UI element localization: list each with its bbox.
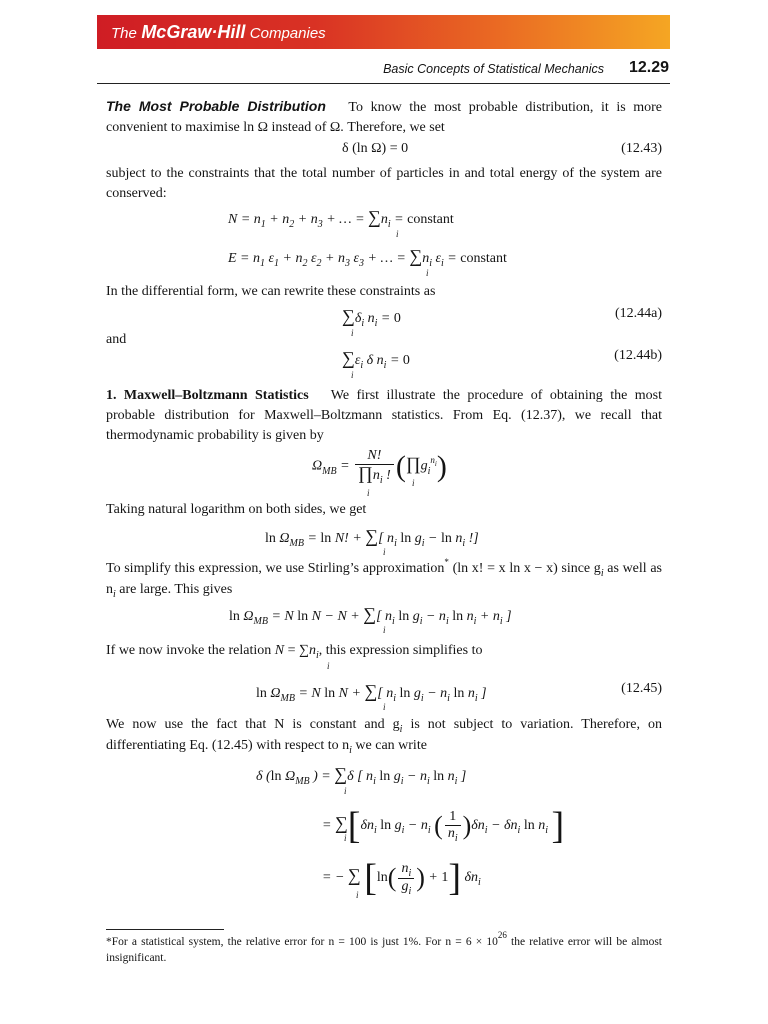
paragraph-invoke-relation: If we now invoke the relation $N = \sum n_i$, this expression simplifies to [106, 643, 483, 661]
equation-delta-ln-omega-line3: = − ∑ [ln( $\frac{n_i}{g_i}$ ) + 1] $\delta n_i$ [322, 857, 481, 899]
equation-number: (12.45) [621, 681, 662, 696]
paragraph-maxwell-boltzmann: 1. Maxwell–Boltzmann Statistics We first illustrate the procedure of obtaining the most probable distribution for Maxwell–Boltzmann statistics. From Eq. (12.37), we recall that thermodynamic probability is given by [106, 388, 662, 443]
fraction: $\frac{1}{n_i}$ [445, 809, 461, 843]
fraction: $\frac{N!}{\prod n_i !}$ [355, 448, 394, 485]
section-heading-maxwell-boltzmann: 1. Maxwell–Boltzmann Statistics [106, 388, 309, 403]
equation-stirling-result: $\ln \Omega_{MB} = N$ ln N − N + ∑[ $n_i$ $\ln g_i - n_i$ $\ln n_i + n_i$ ] [229, 604, 512, 627]
section-heading-most-probable: The Most Probable Distribution [106, 98, 326, 114]
equation-delta-ln-omega-line1: δ (ln $\Omega_{MB}$ ) = ∑δ [ $n_i$ $\ln g_i - n_i$ $\ln n_i$ ] [256, 764, 467, 787]
sum-index: i [383, 547, 386, 557]
equation-number: (12.43) [621, 141, 662, 156]
sum-index: i [383, 702, 386, 712]
equation-12-44b: $\sum\varepsilon_i$ δ $n_i = 0$ [342, 348, 410, 371]
equation-12-43: δ (ln Ω) = 0 [342, 141, 409, 156]
equation-total-particles: $N = n_1 + n_2 + n_3$ + … = $\sum n_i$ = constant [228, 207, 454, 230]
word-and: and [106, 332, 127, 347]
sum-index: i [344, 786, 347, 796]
paragraph-differential: In the differential form, we can rewrite these constraints as [106, 284, 436, 299]
paragraph-constraints: subject to the constraints that the total number of particles in and total energy of the system are conserved: [106, 166, 662, 201]
paragraph-natural-log: Taking natural logarithm on both sides, we get [106, 502, 367, 517]
equation-number: (12.44a) [614, 306, 662, 321]
footnote-rule [106, 929, 224, 930]
footnote: *For a statistical system, the relative error for n = 100 is just 1%. For $n = 6 \times 10^{26}$ the relative error will be almost insignificant. [106, 930, 662, 964]
sum-index: i [351, 370, 354, 380]
publisher-logo: The McGraw·Hill Companies [111, 22, 326, 42]
sum-index: i [351, 328, 354, 338]
paragraph-differentiation: We now use the fact that N is constant and $g_i$ is not subject to variation. Therefore, on differentiating Eq. (12.45) with respect to $n_i$ we can write [106, 717, 662, 756]
paragraph-most-probable: The Most Probable Distribution To know the most probable distribution, it is more convenient to maximise ln Ω instead of Ω. Therefore, we set [106, 98, 663, 135]
equation-12-45: $\ln \Omega_{MB} = N$ ln N + ∑[ $n_i$ $\ln g_i - n_i$ $\ln n_i$ ] [256, 681, 487, 704]
prod-index: i [367, 488, 370, 498]
sum-index: i [396, 229, 399, 239]
running-title: Basic Concepts of Statistical Mechanics [383, 62, 604, 76]
page-number: 12.29 [628, 59, 669, 76]
prod-index: i [412, 478, 415, 488]
equation-number: (12.44b) [614, 348, 662, 363]
header-rule [97, 83, 670, 84]
sum-index: i [327, 661, 330, 671]
equation-12-44a: $\sum\delta_i$ $n_i = 0$ [342, 306, 401, 329]
publisher-banner [97, 15, 670, 49]
sum-index: i [426, 268, 429, 278]
equation-omega-mb: $\Omega_{MB}$ = $\frac{N!}{\prod n_i !}$ $(\prod g_i^{n_i})$ [312, 448, 447, 486]
sum-index: i [344, 833, 347, 843]
fraction: $\frac{n_i}{g_i}$ [398, 861, 414, 896]
equation-ln-omega-mb: $\ln \Omega_{MB} = \ln N$! + ∑[ $n_i$ $\ln g_i - \ln n_i$ !] [265, 526, 479, 549]
equation-delta-ln-omega-line2: = $\sum[\delta n_i$ $\ln g_i - n_i$ ( $\frac{1}{n_i}$ )$\delta n_i - \delta n_i$ $\ln n_i$ ] [322, 805, 565, 847]
sum-index: i [383, 625, 386, 635]
paragraph-stirling: To simplify this expression, we use Stirling’s approximation* (ln x! = x ln x − x) since $g_i$ as well as $n_i$ are large. This gives [106, 557, 662, 600]
sum-index: i [356, 890, 359, 900]
equation-total-energy: $E = n_1$ $\varepsilon_1 + n_2$ $\varepsilon_2 + n_3$ $\varepsilon_3$ + … = $\sum n_i$ $\varepsilon_i$ = constant [228, 246, 507, 269]
